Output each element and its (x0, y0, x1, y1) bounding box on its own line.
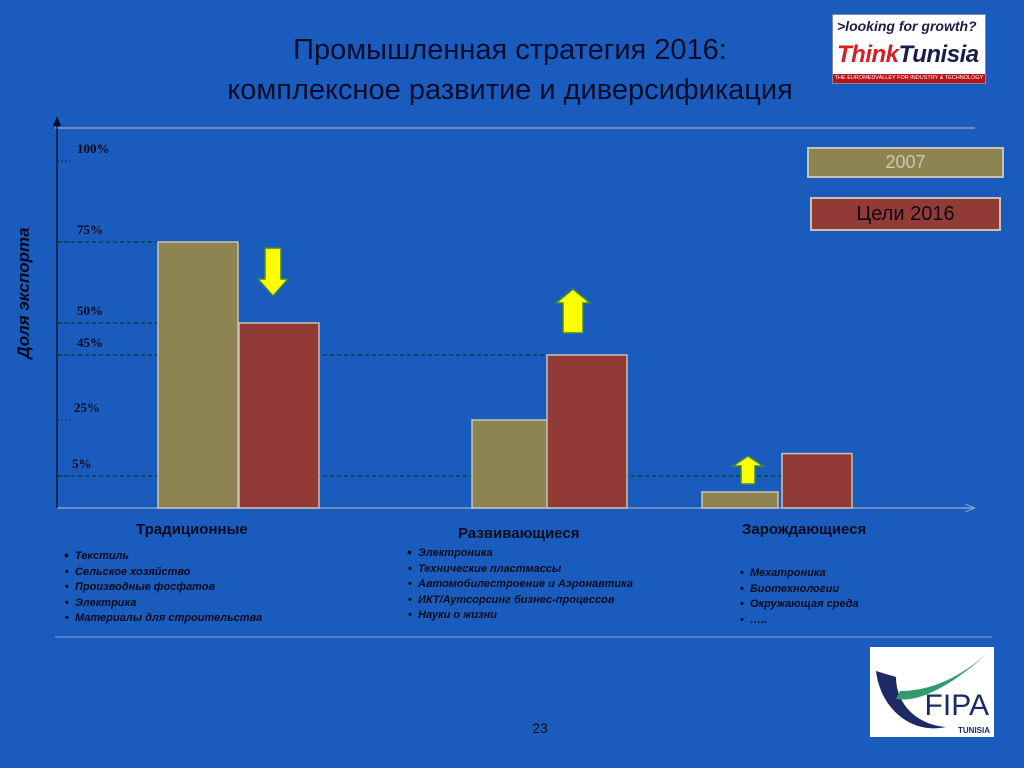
list-item: • Электроника (407, 546, 633, 562)
y-tick-label: 5% (72, 456, 92, 471)
tunisia-word: Tunisia (898, 41, 979, 68)
bar-2016-0 (239, 323, 319, 508)
list-item: • Науки о жизни (407, 608, 633, 624)
list-item: • Автомобилестроение и Аэронавтика (407, 577, 633, 593)
category-label-traditional: Традиционные (136, 521, 248, 538)
y-tick-labels (72, 141, 110, 471)
y-tick-label: 100% (77, 141, 110, 156)
trend-arrow-up-icon (733, 456, 763, 484)
bar-2007-1 (472, 420, 548, 508)
bar-2007-2 (702, 492, 778, 508)
list-item: • Окружающая среда (739, 597, 859, 613)
list-traditional (64, 549, 262, 627)
y-axis-label: Доля экспорта (14, 227, 33, 359)
trend-arrow-down-icon (258, 248, 288, 296)
bar-2016-2 (782, 454, 852, 508)
think-tunisia-subline: THE EUROMEDVALLEY FOR INDUSTRY & TECHNOLOGY (834, 75, 984, 81)
list-item: • Электрика (64, 596, 262, 612)
bar-2016-1 (547, 355, 627, 508)
y-tick-label: 50% (77, 303, 103, 318)
trend-arrow-up-icon (556, 289, 590, 333)
list-item: • ИКТ/Аутсорсинг бизнес-процессов (407, 593, 633, 609)
list-item: • Мехатроника (739, 566, 859, 582)
y-tick-label: 25% (74, 400, 100, 415)
y-tick-marks (57, 161, 70, 476)
title-line-2: комплексное развитие и диверсификация (227, 74, 793, 106)
title-line-1: Промышленная стратегия 2016: (293, 34, 727, 66)
think-tunisia-tagline: >looking for growth? (837, 18, 977, 34)
y-axis-arrowhead (53, 116, 61, 126)
list-item: • Биотехнологии (739, 582, 859, 598)
legend-2007: 2007 (807, 147, 1004, 178)
list-emerging (739, 566, 859, 628)
list-item: • Технические пластмассы (407, 562, 633, 578)
list-item: • Текстиль (64, 549, 262, 565)
list-item: • Производные фосфатов (64, 580, 262, 596)
y-tick-label: 45% (77, 335, 103, 350)
fipa-tunisia: TUNISIA (958, 726, 990, 735)
fipa-logo (870, 647, 994, 737)
page-number: 23 (532, 720, 548, 736)
list-developing (407, 546, 633, 624)
category-label-developing: Развивающиеся (458, 525, 580, 542)
fipa-wordmark: FIPA (924, 689, 989, 722)
category-label-emerging: Зарождающиеся (742, 521, 867, 538)
y-tick-label: 75% (77, 222, 103, 237)
think-word: Think (837, 41, 899, 68)
legend-2016: Цели 2016 (810, 197, 1001, 231)
list-item: • ….. (739, 613, 859, 629)
bar-2007-0 (158, 242, 238, 508)
list-item: • Сельское хозяйство (64, 565, 262, 581)
list-item: • Материалы для строительства (64, 611, 262, 627)
